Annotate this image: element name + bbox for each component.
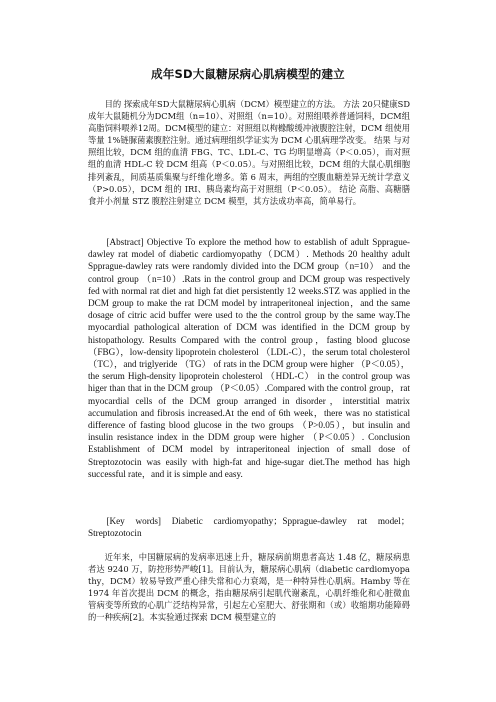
chinese-abstract-text: 目的 探索成年SD大鼠糖尿病心肌病（DCM）模型建立的方法。 方法 20只健康SD成年大鼠随机分为DCM组（n=10）、对照组（n=10）。对照组喂养普通饲料，DCM组高脂饲料喂养12周。DCM模型的建立：对照组以枸橼酸缓冲液腹腔注射，DCM 组使用等量 1%链脲菌素腹腔注射。通过病理组织学证实为 DCM 心肌病理学改变。 结果 与对照组比较，DCM 组的血清 FBG、TC、LDL-C、TG 均明显增高（P＜0.05），而对照组的血清 HDL-C 较 DCM 组高（P＜0.05）。与对照组比较，DCM 组的大鼠心肌细胞排列紊乱，间质基质集聚与纤维化增多。第 6 周末，两组的空腹血糖差异无统计学意义（P>0.05），DCM 组的 IRI、胰岛素均高于对照组（P＜0.05）。 结论 高脂、高糖膳食并小剂量 STZ 腹腔注射建立 DCM 模型，其方法成功率高，简单易行。 [88,99,410,206]
chinese-abstract [88,98,410,207]
introduction-text: 近年来，中国糖尿病的发病率迅速上升，糖尿病前期患者高达 1.48 亿，糖尿病患者达 9240 万，防控形势严峻[1]。目前认为，糖尿病心肌病（diabetic cardiomyopathy，DCM）较易导致严重心律失常和心力衰竭，是一种特异性心肌病。Hamby 等在 1974 年首次提出 DCM 的概念，指由糖尿病引起肌代谢紊乱，心肌纤维化和心脏微血管病变等所致的心肌广泛结构异常，引起左心室肥大、舒张期和（或）收缩期功能障碍的一种疾病[2]。本实验通过探索 DCM 模型建立的 [88,552,410,623]
english-abstract-text: [Abstract] Objective To explore the method how to establish of adult Spprague-dawley rat model of diabetic cardiomyopathy（DCM）. Methods 20 healthy adult Spprague-dawley rats were randomly divided into the DCM group（n=10） and the control group （n=10）.Rats in the control group and DCM group was respectively fed with normal rat diet and high fat diet persistently 12 weeks.STZ was applied in the DCM group to make the rat DCM model by intraperitoneal injection，and the same dosage of citric acid buffer were used to the the control group by the same way.The myocardial pathological alteration of DCM was identified in the DCM group by histopathology. Results Compared with the control group，fasting blood glucose （FBG），low-density lipoprotein cholesterol （LDL-C），the serum total cholesterol （TC），and triglyeride （TG） of rats in the DCM group were higher （P＜0.05），the serum High-density lipoprotein cholesterol （HDL-C） in the control group was higer than that in the DCM group （P＜0.05）.Compared with the control group，rat myocardial cells of the DCM group arranged in disorder，interstitial matrix accumulation and fibrosis increased.At the end of 6th week，there was no statistical difference of fasting blood glucose in the two groups （P>0.05），but insulin and insulin resistance index in the DDM group were higher （P＜0.05）. Conclusion Establishment of DCM model by intraperitoneal injection of small dose of Streptozotocin was easily with high-fat and hige-sugar diet.The method has high successful rate，and it is simple and easy. [88,237,410,479]
introduction [88,551,410,624]
keywords-text: [Key words] Diabetic cardiomyopathy；Spprague-dawley rat model；Streptozotocin [88,516,410,539]
english-abstract [88,236,410,480]
keywords-section [88,515,410,539]
paper-title: 成年SD大鼠糖尿病心肌病模型的建立 [151,67,345,81]
